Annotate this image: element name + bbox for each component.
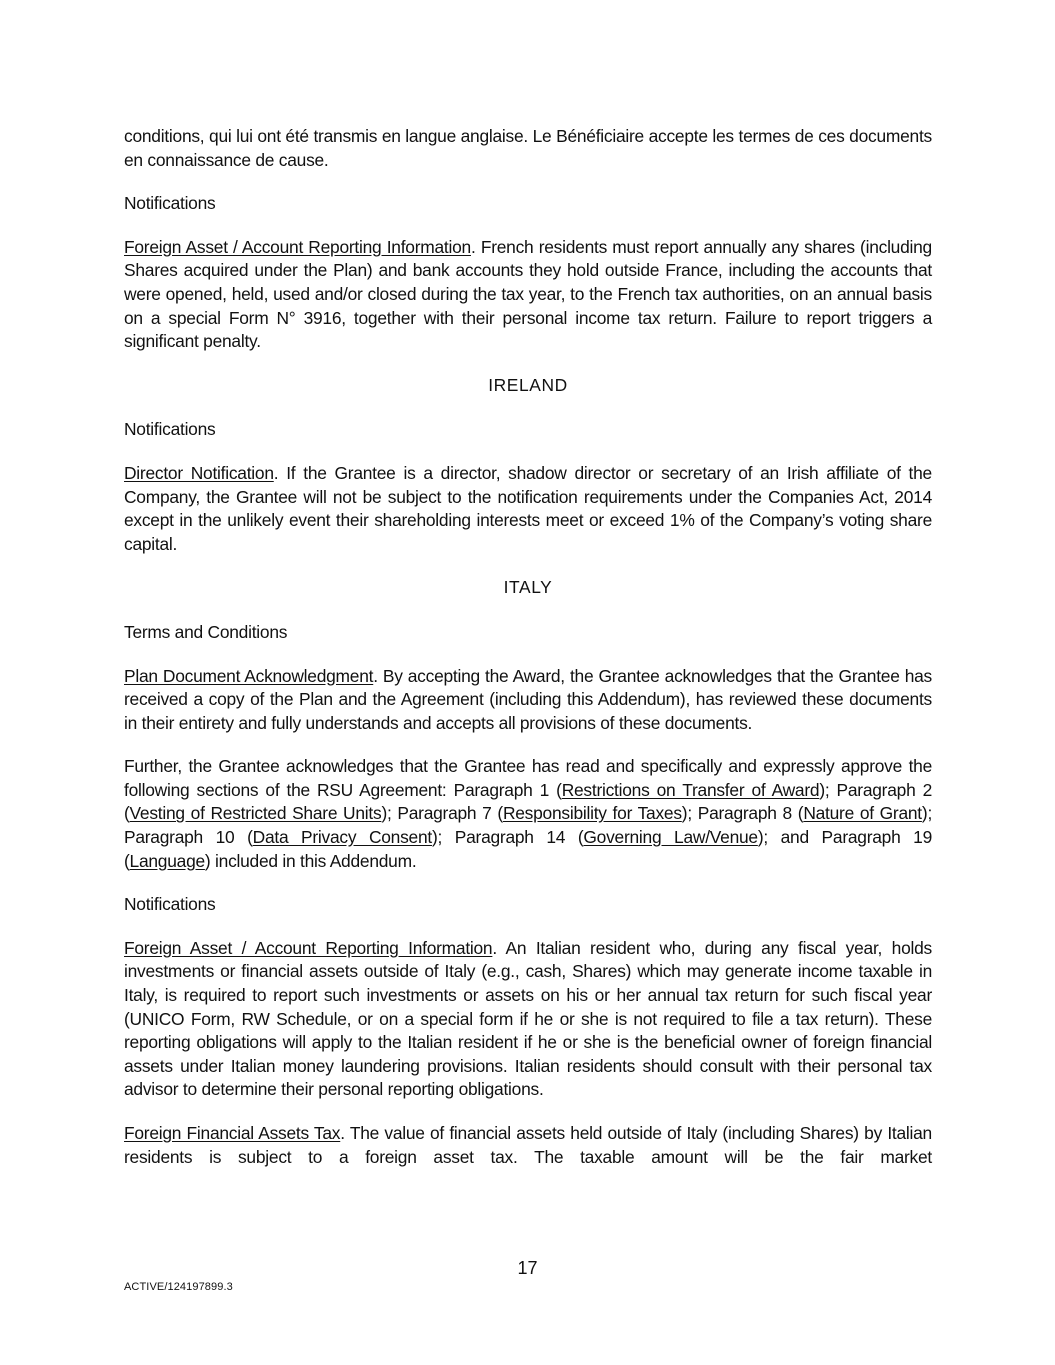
italy-further-text-2: ); Paragraph 2 ( <box>124 779 932 824</box>
document-body <box>124 125 932 1189</box>
document-id: ACTIVE/124197899.3 <box>124 1281 233 1293</box>
italy-notifications-heading: Notifications <box>124 894 216 915</box>
italy-financial-tax-text: . The value of financial assets held outside of Italy (including Shares) by Italian residents is subject to a foreign asset tax. The taxable amount will be the fair market <box>124 1123 932 1167</box>
italy-further-paragraph <box>124 755 932 873</box>
italy-further-ref-vesting: Vesting of Restricted Share Units <box>129 803 382 824</box>
italy-plan-document-paragraph <box>124 665 932 736</box>
italy-further-text-7: ); and Paragraph 19 ( <box>124 827 932 871</box>
italy-further-text-8: ) included in this Addendum. <box>204 850 417 871</box>
ireland-notifications-heading: Notifications <box>124 419 216 440</box>
italy-further-text-3: ); Paragraph 7 ( <box>381 803 503 824</box>
italy-further-text-1: Further, the Grantee acknowledges that the Grantee has read and specifically and expressly approve the following sections of the RSU Agreement: Paragraph 1 ( <box>124 756 932 800</box>
italy-further-ref-nature: Nature of Grant <box>803 803 922 824</box>
italy-financial-tax-paragraph <box>124 1122 932 1169</box>
italy-plan-document-text: . By accepting the Award, the Grantee acknowledges that the Grantee has received a copy of the Plan and the Agreement (including this Addendum), has reviewed these documents in their entirety and fully understands and accepts all provisions of these documents. <box>124 665 932 733</box>
france-foreign-asset-title: Foreign Asset / Account Reporting Information <box>124 236 471 257</box>
italy-foreign-asset-paragraph <box>124 937 932 1102</box>
france-foreign-asset-paragraph <box>124 236 932 354</box>
italy-further-text-6: ); Paragraph 14 ( <box>431 827 584 848</box>
ireland-director-text: . If the Grantee is a director, shadow director or secretary of an Irish affiliate of the Company, the Grantee will not be subject to the notification requirements under the Companies Act, 2014 except in the unlikely event their shareholding interests meet or exceed 1% of the Company’s voting share capital. <box>124 462 932 554</box>
italy-financial-tax-title: Foreign Financial Assets Tax <box>124 1123 341 1143</box>
ireland-heading: IRELAND <box>488 374 568 395</box>
italy-further-ref-privacy: Data Privacy Consent <box>252 827 432 848</box>
ireland-director-paragraph <box>124 462 932 556</box>
italy-heading: ITALY <box>503 577 553 598</box>
italy-further-ref-transfer: Restrictions on Transfer of Award <box>561 779 820 800</box>
france-intro-paragraph: conditions, qui lui ont été transmis en langue anglaise. Le Bénéficiaire accepte les termes de ces documents en connaissance de cause. <box>124 126 932 170</box>
france-notifications-heading: Notifications <box>124 193 216 214</box>
italy-further-text-5: ); Paragraph 10 ( <box>124 803 933 848</box>
italy-terms-heading: Terms and Conditions <box>124 621 288 642</box>
france-foreign-asset-text: . French residents must report annually any shares (including Shares acquired under the Plan) and bank accounts they hold outside France, including the accounts that were opened, held, used and/or closed during the tax year, to the French tax authorities, on an annual basis on a special Form N° 3916, together with their personal income tax return. Failure to report triggers a significant penalty. <box>124 236 932 352</box>
italy-further-ref-law: Governing Law/Venue <box>583 827 758 848</box>
italy-further-ref-language: Language <box>129 850 205 871</box>
italy-plan-document-title: Plan Document Acknowledgment <box>124 665 374 686</box>
italy-foreign-asset-title: Foreign Asset / Account Reporting Information <box>124 937 493 958</box>
page-number: 17 <box>517 1258 538 1278</box>
italy-further-text-4: ); Paragraph 8 ( <box>681 803 804 824</box>
italy-foreign-asset-text: . An Italian resident who, during any fiscal year, holds investments or financial assets outside of Italy (e.g., cash, Shares) which may generate income taxable in Italy, is required to report such investments or assets on his or her annual tax return for such fiscal year (UNICO Form, RW Schedule, or on a special form if he or she is not required to file a tax return). These reporting obligations will apply to the Italian resident if he or she is the beneficial owner of foreign financial assets under Italian money laundering provisions. Italian residents should consult with their personal tax advisor to determine their personal reporting obligations. <box>124 937 932 1100</box>
italy-further-ref-taxes: Responsibility for Taxes <box>502 803 682 824</box>
ireland-director-title: Director Notification <box>124 462 274 483</box>
